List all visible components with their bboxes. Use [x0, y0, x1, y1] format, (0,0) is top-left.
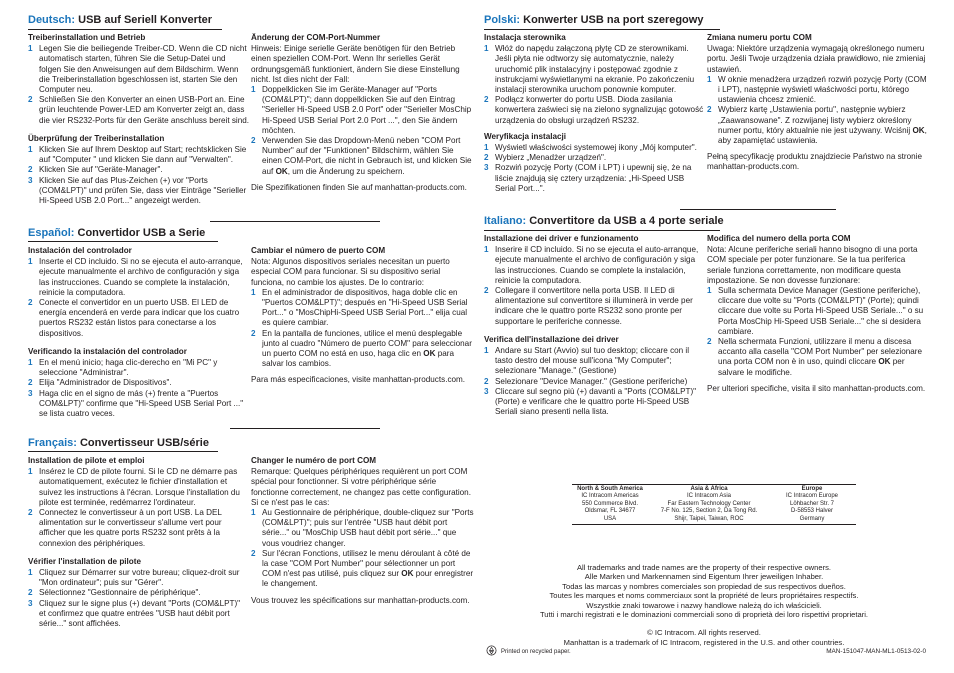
section-title-it: Italiano: Convertitore da USB a 4 porte seriale: [484, 215, 724, 227]
it-verify-step-2: Selezionare "Device Manager." (Gestione periferiche): [495, 376, 688, 386]
fr-specs: Vous trouvez les spécifications sur manhattan-products.com.: [251, 595, 470, 605]
pl-com-step-2: Wybierz kartę „Ustawienia portu", następnie wybierz „Zaawansowane". Z rozwijanej listy wybierz określony numer portu, który aktualnie nie jest używany. Wciśnij OK, aby zapamiętać ustawienia.: [718, 105, 927, 146]
es-com-step-2: En la pantalla de funciones, utilice el menú desplegable junto al cuadro "Número de puerto COM" para seleccionar un puerto COM no está en uso, haga clic en OK para salvar los cambios.: [262, 328, 472, 369]
es-col-1: Instalación del controlador 1 Inserte el CD incluido. Si no se ejecuta el auto-arranque, ejecute manualmente el archivo de configuración y siga las instrucciones. Cuando se complete la instalación, reinicie la computadora. 2 Conecte el convertidor en un puerto USB. El LED de energía encenderá en verde para indicar que los cuatro puertos RS232 están listos para conectarse a los dispositivos. Verificando la instalación del controlador 1 En el menú inicio; haga clic-derecho en "Mi PC" y seleccione "Administrar". 2 Elija "Administrador de Dispositivos". 3 Haga clic en el signo de más (+) frente a "Puertos COM&LPT)" confirme que "Hi-Speed USB Serial Port ..." se lista cuatro veces.: [28, 246, 249, 419]
it-col-1: Installazione dei driver e funzionamento 1 Inserire il CD incluido. Si no se ejecuta el auto-arranque, ejecute manualmente el archivo de configuración y siga las instrucciones. Cuando se complete la instalación, reinicie la computadora. 2 Collegare il convertitore nella porta USB. Il LED di alimentazione sul convertitore si illuminerà in verde per indicare che le quattro porte RS232 sono pronte per supportare le periferiche connesse. Verifica dell'installazione dei driver 1 Andare su Start (Avvio) sul tuo desktop; cliccare con il tasto destro del mouse sull'icona "My Computer"; selezionare "Manage." (Gestione) 2 Selezionare "Device Manager." (Gestione periferiche) 3 Cliccare sul segno più (+) davanti a "Ports (COM&LPT)" (Porte) e verificare che le quattro porte Hi-Speed USB Seriali siano presenti nella lista.: [484, 234, 704, 417]
fr-com-intro: Remarque: Quelques périphériques requièrent un port COM spécial pour fonctionner. Si votre périphérique série fonctionne correctement, ne changez pas cette configuration. Si ce n'est pas le cas:: [251, 467, 471, 507]
pl-com-intro: Uwaga: Niektóre urządzenia wymagają określonego numeru portu. Jeśli Twoje urządzenia działa prawidłowo, nie zmieniaj ustawień.: [707, 44, 926, 74]
pl-com-step-1: W oknie menadżera urządzeń rozwiń pozycję Porty (COM i LPT), następnie wyświetl właściwości portu, którego ustawienia chcesz zmienić.: [718, 74, 927, 105]
section-title-pl: Polski: Konwerter USB na port szeregowy: [484, 14, 704, 26]
es-com-intro: Nota: Algunos dispositivos seriales necesitan un puerto especial COM para funcionar. Si su dispositivo serial funciona, no cambie los ajustes. De lo contrario:: [251, 257, 450, 287]
pl-col-2: Zmiana numeru portu COM Uwaga: Niektóre urządzenia wymagają określonego numeru portu. Jeśli Twoje urządzenia działa prawidłowo, nie zmieniaj ustawień. 1 W oknie menadżera urządzeń rozwiń pozycję Porty (COM i LPT), następnie wyświetl właściwości portu, którego ustawienia chcesz zmienić. 2 Wybierz kartę „Ustawienia portu", następnie wybierz „Zaawansowane". Z rozwijanej listy wybierz określony numer portu, który aktualnie nie jest używany. Wciśnij OK, aby zapamiętać ustawienia. Pełną specyfikację produktu znajdziecie Państwo na stronie manhattan-products.com.: [707, 33, 927, 172]
de-driver-step-1: Legen Sie die beiliegende Treiber-CD. Wenn die CD nicht automatisch starten, führen Sie die Setup-Datei und folgen Sie den Anweisungen auf dem Bildschirm. Wenn die Treiberinstallation bgeschlossen ist, starten Sie den Computer neu.: [39, 44, 247, 95]
section-rule-it: [484, 230, 720, 231]
de-com-intro: Hinweis: Einige serielle Geräte benötigen für den Betrieb einen speziellen COM-Port. Wenn Ihr serielles Gerät ordnungsgemäß funktioniert, ändern Sie diese Einstellung nicht. Ist dies nicht der Fall:: [251, 44, 460, 84]
es-com-step-1: En el administrador de dispositivos, haga doble clic en "Puertos COM&LPT)"; después en "Hi-Speed USB Serial Port..." o "MosChipHi-Speed USB Serial Port..." elija cual es quiere cambiar.: [262, 287, 468, 328]
it-com-step-2: Nella schermata Funzioni, utilizzare il menu a discesa accanto alla casella "COM Port Number" per selezionare una porta COM non è in uso, quindi cliccare OK per salvare le modifiche.: [718, 337, 923, 377]
es-verify-heading: Verificando la instalación del controlador: [28, 346, 187, 356]
fr-verify-heading: Vérifier l'installation de pilote: [28, 556, 141, 566]
address-americas: North & South America IC Intracom Americas 550 Commerce Blvd. Oldsmar, FL 34677 USA: [577, 486, 643, 522]
it-specs: Per ulteriori specifiche, visita il sito manhattan-products.com.: [707, 383, 926, 393]
pl-verify-step-1: Wyświetl właściwości systemowej ikony „Mój komputer".: [495, 143, 697, 153]
recycle-icon: [486, 645, 497, 658]
section-rule-es: [210, 221, 380, 222]
pl-verify-step-2: Wybierz „Menadżer urządzeń".: [495, 153, 607, 163]
pl-driver-heading: Instalacja sterownika: [484, 33, 566, 42]
it-com-step-1: Sulla schermata Device Manager (Gestione periferiche), cliccare due volte su "Ports (COM&LPT)" (Porte); quindi cliccare due volte su Porta Hi-Speed USB Seriale..." o su Porta MosChip Hi-Speed USB Seriale..." che si desidera cambiare.: [718, 286, 924, 336]
manhattan-trademark: Manhattan is a trademark of IC Intracom, registered in the U.S. and other countries.: [563, 637, 845, 647]
section-rule-de: [28, 29, 222, 30]
it-verify-step-1: Andare su Start (Avvio) sul tuo desktop; cliccare con il tasto destro del mouse sull'icona "My Computer"; selezionare "Manage." (Gestione): [495, 346, 690, 376]
de-com-heading: Änderung der COM-Port-Nummer: [251, 33, 381, 42]
address-rule-top: [572, 484, 856, 485]
fr-com-heading: Changer le numéro de port COM: [251, 456, 377, 465]
document-code: MAN-151047-MAN-ML1-0513-02-0: [826, 648, 926, 655]
es-com-heading: Cambiar el número de puerto COM: [251, 246, 386, 255]
fr-driver-step-2: Connectez le convertisseur à un port USB. La DEL alimentation sur le convertisseur s'allume vert pour afficher que les quatre ports RS232 sont prêts à la connexion des périphériques.: [39, 508, 222, 548]
es-verify-step-1: En el menú inicio; haga clic-derecho en "Mi PC" y seleccione "Administrar".: [39, 358, 218, 378]
pl-specs: Pełną specyfikację produktu znajdziecie Państwo na stronie manhattan-products.com.: [707, 152, 922, 172]
es-verify-step-3: Haga clic en el signo de más (+) frente a "Puertos COM&LPT)" confirme que "Hi-Speed USB Serial Port ..." se lista cuatro veces.: [39, 388, 244, 419]
pl-com-heading: Zmiana numeru portu COM: [707, 33, 812, 42]
it-com-intro: Nota: Alcune periferiche seriali hanno bisogno di una porta COM speciale per poter funzionare. Se la tua periferica seriale funziona correttamente, non modificare questa impostazione. Se non dovesse funzionare:: [707, 245, 918, 285]
es-specs: Para más especificaciones, visite manhattan-products.com.: [251, 375, 466, 385]
address-asia: Asia & Africa IC Intracom Asia Far Eastern Technology Center 7-F No. 125, Section 2, Da Tong Rd. Shijr, Taipei, Taiwan, ROC: [660, 486, 758, 522]
de-verify-step-2: Klicken Sie auf "Geräte-Manager".: [39, 165, 163, 175]
pl-driver-step-1: Włóż do napędu załączoną płytę CD ze sterownikami. Jeśli płyta nie odtworzy się automatycznie, należy uruchomić plik instalacyjny i postępować zgodnie z instrukcjami wyświetlanymi na ekranie. Po zakończeniu instalacji sterownika uruchom ponownie komputer.: [495, 44, 695, 95]
fr-com-step-2: Sur l'écran Fonctions, utilisez le menu déroulant à côté de la case "COM Port Number" pour sélectionner un port COM n'est pas utilisé, puis cliquez sur OK pour enregistrer le changement.: [262, 548, 474, 589]
fr-driver-heading: Installation de pilote et emploi: [28, 456, 145, 465]
de-verify-step-1: Klicken Sie auf Ihrem Desktop auf Start; rechtsklicken Sie auf "Computer " und klicken Sie dann auf "Verwalten".: [39, 145, 247, 165]
fr-verify-step-2: Sélectionnez "Gestionnaire de périphérique".: [39, 588, 201, 598]
es-col-2: Cambiar el número de puerto COM Nota: Algunos dispositivos seriales necesitan un puerto especial COM para funcionar. Si su dispositivo serial funciona, no cambie los ajustes. De lo contrario: 1 En el administrador de dispositivos, haga doble clic en "Puertos COM&LPT)"; después en "Hi-Speed USB Serial Port..." o "MosChipHi-Speed USB Serial Port..." elija cual es quiere cambiar. 2 En la pantalla de funciones, utilice el menú desplegable junto al cuadro "Número de puerto COM" para seleccionar un puerto COM no está en uso, haga clic en OK para salvar los cambios. Para más especificaciones, visite manhattan-products.com.: [251, 246, 475, 386]
section-title-es: Español: Convertidor USB a Serie: [28, 227, 206, 239]
de-com-step-2: Verwenden Sie das Dropdown-Menü neben "COM Port Number" auf der "Funktionen" Bildschirm, wählen Sie einen COM-Port, die nicht in Gebrauch ist, und klicken Sie auf OK, um die Änderung zu speichern.: [262, 136, 472, 176]
fr-verify-step-1: Cliquez sur Démarrer sur votre bureau; cliquez-droit sur "Mon ordinateur"; puis sur "Gérer".: [39, 568, 240, 588]
fr-col-1: Installation de pilote et emploi 1 Insérez le CD de pilote fourni. Si le CD ne démarre pas automatiquement, exécutez le fichier d'installation et suivez les instructions à l'écran. Lorsque l'installation du pilote est terminée, redémarrez l'ordinateur. 2 Connectez le convertisseur à un port USB. La DEL alimentation sur le convertisseur s'allume vert pour afficher que les quatre ports RS232 sont prêts à la connexion des périphériques. Vérifier l'installation de pilote 1 Cliquez sur Démarrer sur votre bureau; cliquez-droit sur "Mon ordinateur"; puis sur "Gérer". 2 Sélectionnez "Gestionnaire de périphérique". 3 Cliquez sur le signe plus (+) devant "Ports (COM&LPT)" et confirmez que quatre entrées "USB haut débit port série..." sont affichées.: [28, 456, 249, 629]
recycled-notice: Printed on recycled paper.: [486, 645, 571, 658]
trademark-notices: All trademarks and trade names are the property of their respective owners. Alle Marken und Markennamen sind Eigentum Ihrer jeweiligen Inhaber. Todas las marcas y nombres comerciales son propiedad de sus respectivos dueños. Toutes les marques et noms commerciaux sont la propriété de leurs propriétaires respectifs. Wszystkie znaki towarowe i nazwy handlowe należą do ich właścicieli. Tutti i marchi registrati e le dominazioni commerciali sono di proprietà dei loro rispettivi proprietari. © IC Intracom. All rights reserved. Manhattan is a trademark of IC Intracom, registered in the U.S. and other countries.: [484, 563, 924, 647]
it-driver-step-2: Collegare il convertitore nella porta USB. Il LED di alimentazione sul convertitore si illuminerà in verde per indicare che le quattro porte RS232 sono pronte per supportare le periferiche connesse.: [495, 286, 693, 326]
section-rule-fr: [28, 451, 218, 452]
it-verify-heading: Verifica dell'installazione dei driver: [484, 334, 619, 344]
de-col-1: Treiberinstallation und Betrieb 1 Legen Sie die beiliegende Treiber-CD. Wenn die CD nicht automatisch starten, führen Sie die Setup-Datei und folgen Sie den Anweisungen auf dem Bildschirm. Wenn die Treiberinstallation bgeschlossen ist, starten Sie den Computer neu. 2 Schließen Sie den Konverter an einen USB-Port an. Eine grün leuchtende Power-LED am Konverter zeigt an, dass die vier RS232-Ports für den Geräte anschluss bereit sind. Überprüfung der Treiberinstallation 1 Klicken Sie auf Ihrem Desktop auf Start; rechtsklicken Sie auf "Computer " und klicken Sie dann auf "Verwalten". 2 Klicken Sie auf "Geräte-Manager". 3 Klicken Sie auf das Plus-Zeichen (+) vor "Ports (COM&LPT)" und prüfen Sie, dass vier Einträge "Serieller Hi-Speed USB 2.0 Port..." angezeigt werden.: [28, 33, 250, 206]
es-driver-step-1: Inserte el CD incluido. Si no se ejecuta el auto-arranque, ejecute manualmente el archivo de configuración y siga las instrucciones. Cuando se complete la instalación, reinicie la computadora.: [39, 257, 243, 297]
it-driver-step-1: Inserire il CD incluido. Si no se ejecuta el auto-arranque, ejecute manualmente el archivo de configuración y siga las instrucciones. Cuando se complete la instalación, reinicie la computadora.: [495, 245, 699, 285]
es-verify-step-2: Elija "Administrador de Dispositivos".: [39, 378, 172, 388]
section-rule-es-bottom: [28, 241, 218, 242]
it-driver-heading: Installazione dei driver e funzionamento: [484, 234, 639, 243]
section-title-de: Deutsch: USB auf Seriell Konverter: [28, 14, 212, 26]
section-rule-pl: [484, 29, 720, 30]
fr-com-step-1: Au Gestionnaire de périphérique, double-cliquez sur "Ports (COM&LPT)"; puis sur l'entrée "USB haut débit port série..." ou "MosChip USB haut débit port série..." que vous voudriez changer.: [262, 508, 474, 548]
section-rule-it-top: [680, 209, 836, 210]
pl-verify-step-3: Rozwiń pozycję Porty (COM i LPT) i upewnij się, że na liście znajdują się cztery urządzenia: „Hi-Speed USB Serial Port...".: [495, 163, 692, 193]
pl-col-1: Instalacja sterownika 1 Włóż do napędu załączoną płytę CD ze sterownikami. Jeśli płyta nie odtworzy się automatycznie, należy uruchomić plik instalacyjny i postępować zgodnie z instrukcjami wyświetlanymi na ekranie. Po zakończeniu instalacji sterownika uruchom ponownie komputer. 2 Podłącz konwerter do portu USB. Dioda zasilania konwertera zaświeci się na zielono sygnalizując gotowość urządzenia do obsługi urządzeń RS232. Weryfikacja instalacji 1 Wyświetl właściwości systemowej ikony „Mój komputer". 2 Wybierz „Menadżer urządzeń". 3 Rozwiń pozycję Porty (COM i LPT) i upewnij się, że na liście znajdują się cztery urządzenia: „Hi-Speed USB Serial Port...".: [484, 33, 704, 193]
fr-verify-step-3: Cliquez sur le signe plus (+) devant "Ports (COM&LPT)" et confirmez que quatre entrées "USB haut débit port série..." sont affichées.: [39, 598, 241, 629]
de-com-step-1: Doppelklicken Sie im Geräte-Manager auf "Ports (COM&LPT)"; dann doppelklicken Sie auf den Eintrag "Serieller Hi-Speed USB 2.0 Port" oder "Serieller MosChip Hi-Speed USB Serial Port 2.0 Port ...", den Sie ändern möchten.: [262, 85, 472, 135]
fr-driver-step-1: Insérez le CD de pilote fourni. Si le CD ne démarre pas automatiquement, exécutez le fichier d'installation et suivez les instructions à l'écran. Lorsque l'installation du pilote est terminée, redémarrez l'ordinateur.: [39, 467, 240, 507]
section-rule-fr-top: [230, 428, 380, 429]
address-rule-bottom: [572, 524, 856, 525]
fr-col-2: Changer le numéro de port COM Remarque: Quelques périphériques requièrent un port COM spécial pour fonctionner. Si votre périphérique série fonctionne correctement, ne changez pas cette configuration. Si ce n'est pas le cas: 1 Au Gestionnaire de périphérique, double-cliquez sur "Ports (COM&LPT)"; puis sur l'entrée "USB haut débit port série..." ou "MosChip USB haut débit port série..." que vous voudriez changer. 2 Sur l'écran Fonctions, utilisez le menu déroulant à côté de la case "COM Port Number" pour sélectionner un port COM n'est pas utilisé, puis cliquez sur OK pour enregistrer le changement. Vous trouvez les spécifications sur manhattan-products.com.: [251, 456, 474, 605]
de-driver-step-2: Schließen Sie den Konverter an einen USB-Port an. Eine grün leuchtende Power-LED am Konverter zeigt an, dass die vier RS232-Ports für den Geräte anschluss bereit sind.: [39, 95, 250, 125]
de-verify-step-3: Klicken Sie auf das Plus-Zeichen (+) vor "Ports (COM&LPT)" und prüfen Sie, dass vier Einträge "Serieller Hi-Speed USB 2.0 Port..." angezeigt werden.: [39, 175, 247, 206]
es-driver-heading: Instalación del controlador: [28, 246, 132, 255]
pl-verify-heading: Weryfikacja instalacji: [484, 131, 567, 141]
de-verify-heading: Überprüfung der Treiberinstallation: [28, 133, 165, 143]
section-title-fr: Français: Convertisseur USB/série: [28, 437, 209, 449]
de-specs: Die Spezifikationen finden Sie auf manhattan-products.com.: [251, 182, 467, 192]
de-driver-heading: Treiberinstallation und Betrieb: [28, 33, 146, 42]
it-verify-step-3: Cliccare sul segno più (+) davanti a "Ports (COM&LPT)" (Porte) e verificare che le quattro porte Hi-Speed USB Seriali siano presenti nella lista.: [495, 386, 697, 417]
address-europe: Europe IC Intracom Europe Löhbacher Str. 7 D-58553 Halver Germany: [785, 486, 839, 522]
de-col-2: Änderung der COM-Port-Nummer Hinweis: Einige serielle Geräte benötigen für den Betrieb einen speziellen COM-Port. Wenn Ihr serielles Gerät ordnungsgemäß funktioniert, ändern Sie diese Einstellung nicht. Ist dies nicht der Fall: 1 Doppelklicken Sie im Geräte-Manager auf "Ports (COM&LPT)"; dann doppelklicken Sie auf den Eintrag "Serieller Hi-Speed USB 2.0 Port" oder "Serieller MosChip Hi-Speed USB Serial Port 2.0 Port ...", den Sie ändern möchten. 2 Verwenden Sie das Dropdown-Menü neben "COM Port Number" auf der "Funktionen" Bildschirm, wählen Sie einen COM-Port, die nicht in Gebrauch ist, und klicken Sie auf OK, um die Änderung zu speichern. Die Spezifikationen finden Sie auf manhattan-products.com.: [251, 33, 475, 193]
es-driver-step-2: Conecte el convertidor en un puerto USB. El LED de energía encenderá en verde para indicar que los cuatro puertos RS232 están listos para conectarse a los dispositivos.: [39, 298, 240, 338]
it-com-heading: Modifica del numero della porta COM: [707, 234, 851, 243]
it-col-2: Modifica del numero della porta COM Nota: Alcune periferiche seriali hanno bisogno di una porta COM speciale per poter funzionare. Se la tua periferica seriale funziona correttamente, non modificare questa impostazione. Se non dovesse funzionare: 1 Sulla schermata Device Manager (Gestione periferiche), cliccare due volte su "Ports (COM&LPT)" (Porte); quindi cliccare due volte su Porta Hi-Speed USB Seriale..." o su Porta MosChip Hi-Speed USB Seriale..." che si desidera cambiare. 2 Nella schermata Funzioni, utilizzare il menu a discesa accanto alla casella "COM Port Number" per selezionare una porta COM non è in uso, quindi cliccare OK per salvare le modifiche. Per ulteriori specifiche, visita il sito manhattan-products.com.: [707, 234, 926, 393]
copyright: © IC Intracom. All rights reserved.: [647, 628, 761, 638]
pl-driver-step-2: Podłącz konwerter do portu USB. Dioda zasilania konwertera zaświeci się na zielono sygnalizując gotowość urządzenia do obsługi urządzeń RS232.: [495, 95, 704, 125]
